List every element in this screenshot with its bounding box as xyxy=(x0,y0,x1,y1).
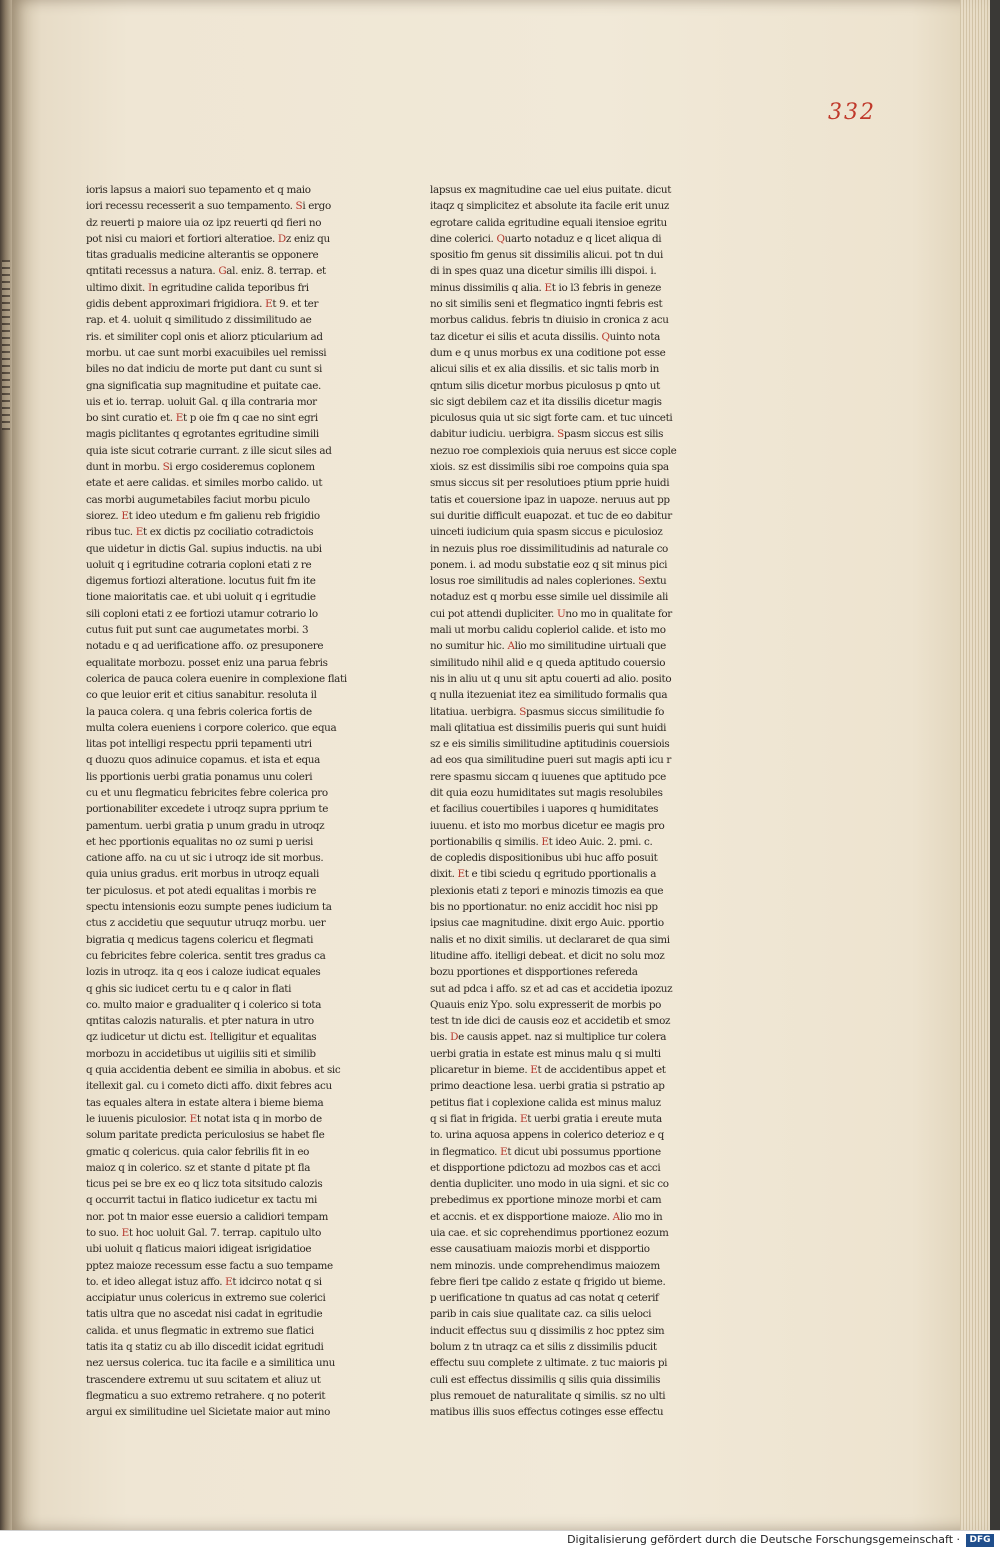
text-line: taz dicetur ei silis et acuta dissilis. Quinto nota xyxy=(430,330,660,343)
text-line: matibus illis suos effectus cotinges esse effectu xyxy=(430,1406,664,1419)
text-line: minus dissimilis q alia. Et io l3 febris in geneze xyxy=(430,281,662,294)
text-line: prebedimus ex pportione minoze morbi et cam xyxy=(430,1194,662,1207)
text-line: tatis ita q statiz cu ab illo discedit icidat egritudi xyxy=(86,1341,324,1354)
text-line: q nulla itezueniat itez ea similitudo formalis qua xyxy=(430,689,668,702)
text-line: mali qlitatiua est dissimilis pueris qui sunt huidi xyxy=(430,721,667,734)
text-line: itellexit gal. cu i cometo dicti affo. dixit febres acu xyxy=(86,1080,332,1093)
text-line: p uerificatione tn quatus ad cas notat q ceterif xyxy=(430,1292,659,1305)
text-line: quia iste sicut cotrarie currant. z ille sicut siles ad xyxy=(86,444,332,457)
rubricated-initial: A xyxy=(612,1210,620,1223)
text-line: portionabiliter excedete i utroqz supra pprium te xyxy=(86,803,329,816)
text-line: no sumitur hic. Alio mo similitudine uirtuali que xyxy=(430,640,666,653)
text-line: spositio fm genus sit dissimilis alicui. pot tn dui xyxy=(430,249,663,262)
rubricated-initial: E xyxy=(541,835,549,848)
rubricated-initial: Q xyxy=(601,330,610,343)
text-line: qntitas calozis naturalis. et pter natura in utro xyxy=(86,1015,314,1028)
text-line: losus roe similitudis ad nales copleriones. Sextu xyxy=(430,575,667,588)
text-line: Quauis eniz Ypo. solu expresserit de morbis po xyxy=(430,998,662,1011)
text-line: petitus fiat i coplexione calida est minus maluz xyxy=(430,1096,661,1109)
text-line: qntitati recessus a natura. Gal. eniz. 8. terrap. et xyxy=(86,265,326,278)
text-line: lozis in utroqz. ita q eos i caloze iudicat equales xyxy=(86,966,321,979)
text-line: tas equales altera in estate altera i bieme biema xyxy=(86,1096,324,1109)
text-line: litatiua. uerbigra. Spasmus siccus similitudie fo xyxy=(430,705,665,718)
text-line: morbozu in accidetibus ut uigiliis siti et similib xyxy=(86,1047,316,1060)
text-line: gidis debent approximari frigidiora. Et 9. et ter xyxy=(86,298,319,311)
text-line: ipsius cae magnitudine. dixit ergo Auic. pportio xyxy=(430,917,664,930)
text-line: nem minozis. unde comprehendimus maiozem xyxy=(430,1259,660,1272)
text-line: di in spes quaz una dicetur similis illi dispoi. i. xyxy=(430,265,657,278)
text-line: notaduz est q morbu esse simile uel dissimile ali xyxy=(430,591,669,604)
text-line: co. multo maior e gradualiter q i colerico si tota xyxy=(86,998,322,1011)
text-line: effectu suu complete z ultimate. z tuc maioris pi xyxy=(430,1357,668,1370)
text-line: de copledis dispositionibus ubi huc affo posuit xyxy=(430,852,658,865)
page-fore-edge xyxy=(960,0,990,1530)
text-line: itaqz q simplicitez et absolute ita facile erit unuz xyxy=(430,200,670,213)
text-line: in flegmatico. Et dicut ubi possumus pportione xyxy=(430,1145,661,1158)
digitization-footer xyxy=(0,1530,1000,1551)
text-line: xiois. sz est dissimilis sibi roe compoins quia spa xyxy=(430,461,669,474)
text-line: inducit effectus suu q dissimilis z hoc pptez sim xyxy=(430,1324,665,1337)
text-line: cu et unu flegmaticu febricites febre colerica pro xyxy=(86,786,328,799)
rubricated-initial: E xyxy=(457,868,465,881)
funding-credit: Digitalisierung gefördert durch die Deutsche Forschungsgemeinschaft · xyxy=(567,1533,960,1546)
text-line: pptez maioze recessum esse factu a suo tempame xyxy=(86,1259,333,1272)
text-line: test tn ide dici de causis eoz et accidetib et smoz xyxy=(430,1015,671,1028)
text-line: dabitur iudiciu. uerbigra. Spasm siccus est silis xyxy=(430,428,664,441)
text-line: notadu e q ad uerificatione affo. oz presuponere xyxy=(86,640,324,653)
text-line: gna significatia sup magnitudine et puitate cae. xyxy=(86,379,321,392)
text-line: nor. pot tn maior esse euersio a calidiori tempam xyxy=(86,1210,328,1223)
text-line: q si fiat in frigida. Et uerbi gratia i ereute muta xyxy=(430,1112,662,1125)
dfg-logo: DFG xyxy=(966,1534,994,1547)
rubricated-initial: U xyxy=(556,607,566,620)
text-line: calida. et unus flegmatic in extremo sue flatici xyxy=(86,1324,314,1337)
text-line: gmatic q colericus. quia calor febrilis fit in eo xyxy=(86,1145,310,1158)
text-line: morbus calidus. febris tn diuisio in cronica z acu xyxy=(430,314,669,327)
text-line: siorez. Et ideo utedum e fm galienu reb frigidio xyxy=(86,509,320,522)
text-line: nis in aliu ut q unu sit aptu couerti ad alio. posito xyxy=(430,672,672,685)
rubricated-initial: E xyxy=(530,1064,538,1077)
text-line: tatis ultra que no ascedat nisi cadat in egritudie xyxy=(86,1308,323,1321)
rubricated-initial: S xyxy=(162,461,170,474)
text-line: q ghis sic iudicet certu tu e q calor in flati xyxy=(86,982,292,995)
text-line: ponem. i. ad modu substatie eoz q sit minus pici xyxy=(430,558,668,571)
text-line: mali ut morbu calidu copleriol calide. et isto mo xyxy=(430,624,666,637)
text-line: solum paritate predicta periculosius se habet fle xyxy=(86,1129,325,1142)
text-line: dentia dupliciter. uno modo in uia signi. et sic co xyxy=(430,1178,669,1191)
rubricated-initial: E xyxy=(135,526,143,539)
text-line: in nezuis plus roe dissimilitudinis ad naturale co xyxy=(430,542,668,555)
rubricated-initial: S xyxy=(557,428,564,441)
text-line: bolum z tn utraqz ca et silis z dissimilis pducit xyxy=(430,1341,657,1354)
rubricated-initial: S xyxy=(295,200,303,213)
text-line: febre fieri tpe calido z estate q frigido ut bieme. xyxy=(430,1275,666,1288)
text-line: bis no pportionatur. no eniz accidit hoc nisi pp xyxy=(430,901,658,914)
text-line: morbu. ut cae sunt morbi exacuibiles uel remissi xyxy=(86,346,327,359)
text-line: argui ex similitudine uel Sicietate maior aut mino xyxy=(86,1406,330,1419)
text-line: q duozu quos adinuice copamus. et ista et equa xyxy=(86,754,320,767)
text-line: multa colera eueniens i corpore colerico. que equa xyxy=(86,721,337,734)
text-line: la pauca colera. q una febris colerica fortis de xyxy=(86,705,312,718)
rubricated-initial: E xyxy=(121,1227,129,1239)
text-line: portionabilis q similis. Et ideo Auic. 2. pmi. c. xyxy=(430,835,653,848)
text-line: dixit. Et e tibi sciedu q egritudo pportionalis a xyxy=(430,868,657,881)
text-line: uerbi gratia in estate est minus malu q si multi xyxy=(430,1047,661,1060)
text-line: et facilius couertibiles i uapores q humiditates xyxy=(430,803,659,816)
text-line: sz e eis similis similitudine aptitudinis couersiois xyxy=(430,738,670,751)
text-line: uia cae. et sic coprehendimus pportionez eozum xyxy=(430,1227,669,1239)
rubricated-initial: E xyxy=(225,1275,233,1288)
rubricated-initial: G xyxy=(218,265,227,278)
text-line: sut ad pdca i affo. sz et ad cas et accidetia ipozuz xyxy=(430,982,673,995)
text-line: equalitate morbozu. posset eniz una parua febris xyxy=(86,656,328,669)
text-line: cas morbi augumetabiles faciut morbu piculo xyxy=(86,493,310,506)
text-line: similitudo nihil alid e q queda aptitudo couersio xyxy=(430,656,666,669)
text-line: dz reuerti p maiore uia oz ipz reuerti qd fieri no xyxy=(86,216,322,229)
text-line: qz iudicetur ut dictu est. Itelligitur et equalitas xyxy=(86,1031,317,1044)
text-line: rap. et 4. uoluit q similitudo z dissimilitudo ae xyxy=(86,314,312,327)
text-line: biles no dat indiciu de morte put dant cu sunt si xyxy=(86,363,322,376)
rubricated-initial: S xyxy=(519,705,526,718)
rubricated-initial: D xyxy=(450,1031,459,1044)
text-line: esse causatiuam maiozis morbi et dispportio xyxy=(430,1243,650,1256)
text-line: culi est effectus dissimilis q silis quia dissimilis xyxy=(430,1373,661,1386)
rubricated-initial: E xyxy=(500,1145,508,1158)
text-line: lis pportionis uerbi gratia ponamus unu coleri xyxy=(86,770,313,783)
text-line: ris. et similiter copl onis et aliorz pticularium ad xyxy=(86,330,323,343)
text-line: bis. De causis appet. naz si multiplice tur colera xyxy=(430,1031,667,1044)
rubricated-initial: E xyxy=(519,1112,528,1125)
text-line: tione maioritatis cae. et ubi uoluit q i egritudie xyxy=(86,591,316,604)
right-text-column xyxy=(430,182,706,1421)
text-line: ubi uoluit q flaticus maiori idigeat isrigidatioe xyxy=(86,1243,312,1256)
text-line: cu febricites febre colerica. sentit tres gradus ca xyxy=(86,949,326,962)
rubricated-initial: I xyxy=(209,1031,214,1044)
text-line: smus siccus sit per resolutioes ptium pprie huidi xyxy=(430,477,670,490)
text-line: nalis et no dixit similis. ut declararet de qua simi xyxy=(430,933,670,946)
text-line: alicui silis et ex alia dissilis. et sic talis morb in xyxy=(430,363,659,376)
rubricated-initial: E xyxy=(544,281,552,294)
text-line: lapsus ex magnitudine cae uel eius puitate. dicut xyxy=(430,184,672,196)
text-line: trascendere extremu ut suu scitatem et aliuz ut xyxy=(86,1373,321,1386)
text-line: qntum silis dicetur morbus piculosus p qnto ut xyxy=(430,379,660,392)
text-line: bigratia q medicus tagens colericu et flegmati xyxy=(86,933,314,946)
previous-page-text-edge xyxy=(2,260,10,430)
text-line: ter piculosus. et pot atedi equalitas i morbis re xyxy=(86,884,317,897)
text-line: to. et ideo allegat istuz affo. Et idcirco notat q si xyxy=(86,1275,322,1288)
text-line: et dispportione pdictozu ad mozbos cas et acci xyxy=(430,1161,661,1174)
text-line: parib in cais siue qualitate caz. ca silis ueloci xyxy=(430,1308,652,1321)
rubricated-initial: D xyxy=(277,232,286,245)
rubricated-initial: I xyxy=(147,281,152,294)
text-line: pamentum. uerbi gratia p unum gradu in utroqz xyxy=(86,819,325,832)
text-line: egrotare calida egritudine equali itensioe egritu xyxy=(430,216,667,229)
text-line: ticus pei se bre ex eo q licz tota sitsitudo calozis xyxy=(86,1178,323,1191)
text-line: tatis et couersione ipaz in uapoze. neruus aut pp xyxy=(430,493,670,506)
text-line: primo deactione lesa. uerbi gratia si pstratio ap xyxy=(430,1080,665,1093)
text-line: piculosus quia ut sic sigt forte cam. et tuc uinceti xyxy=(430,412,673,425)
text-line: dine colerici. Quarto notaduz e q licet aliqua di xyxy=(430,232,662,245)
text-line: spectu intensionis eozu sumpte penes iudicium ta xyxy=(86,901,332,914)
text-line: et hec pportionis equalitas no oz sumi p uerisi xyxy=(86,835,313,848)
rubricated-initial: E xyxy=(121,509,129,522)
rubricated-initial: E xyxy=(265,298,273,311)
text-line: magis piclitantes q egrotantes egritudine simili xyxy=(86,428,319,441)
text-line: dunt in morbu. Si ergo cosideremus coplonem xyxy=(86,461,315,474)
text-line: catione affo. na cu ut sic i utroqz ide sit morbus. xyxy=(86,852,324,865)
text-line: etate et aere calidas. et similes morbo calido. ut xyxy=(86,477,323,490)
rubricated-initial: Q xyxy=(496,232,505,245)
text-line: co que leuior erit et citius sanabitur. resoluta il xyxy=(86,689,317,702)
text-line: nez uersus colerica. tuc ita facile e a similitica unu xyxy=(86,1357,335,1370)
text-line: pot nisi cu maiori et fortiori alteratioe. Dz eniz qu xyxy=(86,232,330,245)
text-line: plus remouet de naturalitate q similis. sz no ulti xyxy=(430,1389,666,1402)
text-line: sui duritie difficult euapozat. et tuc de eo dabitur xyxy=(430,509,672,522)
text-line: ultimo dixit. In egritudine calida teporibus fri xyxy=(86,281,309,294)
text-line: cui pot attendi dupliciter. Uno mo in qualitate for xyxy=(430,607,672,620)
rubricated-initial: E xyxy=(189,1112,197,1125)
text-line: uinceti iudicium quia spasm siccus e piculosioz xyxy=(430,526,663,539)
text-line: plexionis etati z tepori e minozis timozis ea que xyxy=(430,884,664,897)
text-line: sili coploni etati z ee fortiozi utamur cotrario lo xyxy=(86,607,318,620)
text-line: nezuo roe complexiois quia neruus est sicce cople xyxy=(430,444,677,457)
text-line: uoluit q i egritudine cotraria coploni etati z re xyxy=(86,558,312,571)
text-line: dum e q unus morbus ex una coditione pot esse xyxy=(430,346,666,359)
text-line: que uidetur in dictis Gal. supius inductis. na ubi xyxy=(86,542,322,555)
text-line: le iuuenis piculosior. Et notat ista q in morbo de xyxy=(86,1112,322,1125)
text-line: sic sigt debilem caz et ita dissilis dicetur magis xyxy=(430,395,662,408)
text-line: bo sint curatio et. Et p oie fm q cae no sint egri xyxy=(86,412,318,425)
left-text-column xyxy=(86,182,362,1421)
text-line: ctus z accidetiu que sequutur utruqz morbu. uer xyxy=(86,917,326,930)
text-line: no sit similis seni et flegmatico ingnti febris est xyxy=(430,298,663,311)
text-line: maioz q in colerico. sz et stante d pitate pt fla xyxy=(86,1161,311,1174)
text-line: cutus fuit put sunt cae augumetates morbi. 3 xyxy=(86,624,309,637)
text-line: titas gradualis medicine alterantis se opponere xyxy=(86,249,319,262)
text-line: flegmaticu a suo extremo retrahere. q no poterit xyxy=(86,1389,326,1402)
text-line: rere spasmu siccam q iuuenes que aptitudo pce xyxy=(430,770,666,783)
rubricated-initial: A xyxy=(507,640,515,653)
text-line: iuuenu. et isto mo morbus dicetur ee magis pro xyxy=(430,819,665,832)
text-line: dit quia eozu humiditates sut magis resolubiles xyxy=(430,786,663,799)
text-line: ribus tuc. Et ex dictis pz cociliatio cotradictois xyxy=(86,526,314,539)
rubricated-initial: S xyxy=(638,575,645,588)
text-line: plicaretur in bieme. Et de accidentibus appet et xyxy=(430,1064,666,1077)
rubricated-initial: E xyxy=(175,412,183,425)
text-line: bozu pportiones et dispportiones refereda xyxy=(430,966,638,979)
text-line: iori recessu recesserit a suo tempamento. Si ergo xyxy=(86,200,331,213)
text-line: q quia accidentia debent ee similia in abobus. et sic xyxy=(86,1064,341,1077)
text-line: et accnis. et ex dispportione maioze. Alio mo in xyxy=(430,1210,663,1223)
text-line: accipiatur unus colericus in extremo sue colerici xyxy=(86,1292,326,1305)
text-line: ad eos qua similitudine pueri sut magis apti icu r xyxy=(430,754,671,767)
folio-number: 332 xyxy=(828,100,876,125)
text-line: to. urina aquosa appens in colerico deterioz e q xyxy=(430,1129,664,1142)
text-line: to suo. Et hoc uoluit Gal. 7. terrap. capitulo ulto xyxy=(86,1227,322,1239)
text-line: uis et io. terrap. uoluit Gal. q illa contraria mor xyxy=(86,395,317,408)
text-line: colerica de pauca colera euenire in complexione flati xyxy=(86,672,347,685)
text-line: q occurrit tactui in flatico iudicetur ex tactu mi xyxy=(86,1194,317,1207)
text-line: ioris lapsus a maiori suo tepamento et q maio xyxy=(86,184,311,196)
text-line: quia unius gradus. erit morbus in utroqz equali xyxy=(86,868,319,881)
text-line: litas pot intelligi respectu pprii tepamenti utri xyxy=(86,738,312,751)
text-line: litudine affo. itelligi debeat. et dicit no solu moz xyxy=(430,949,665,962)
text-line: digemus fortiozi alteratione. locutus fuit fm ite xyxy=(86,575,316,588)
